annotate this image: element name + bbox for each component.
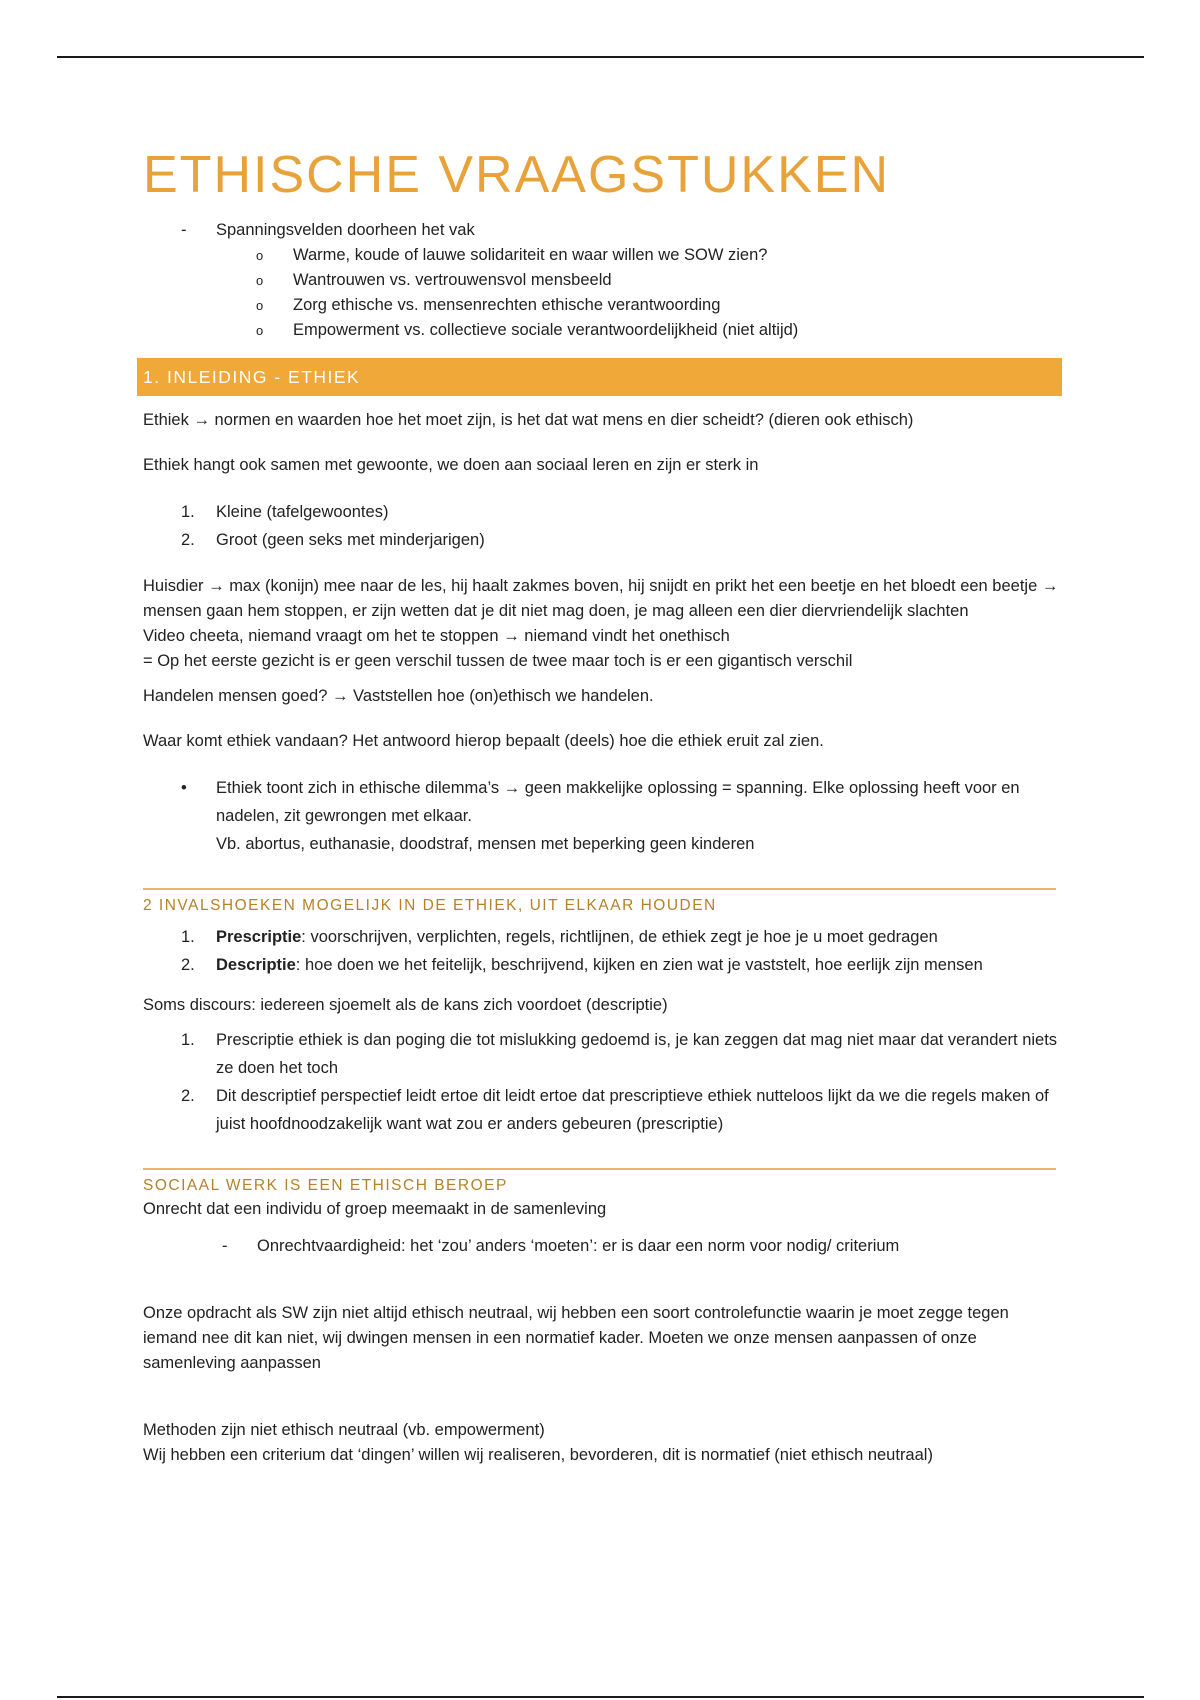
- paragraph: Handelen mensen goed? → Vaststellen hoe (on)ethisch we handelen.: [143, 687, 654, 705]
- paragraph: Waar komt ethiek vandaan? Het antwoord hierop bepaalt (deels) hoe die ethiek eruit zal zien.: [143, 732, 824, 750]
- list-item: • Ethiek toont zich in ethische dilemma’s → geen makkelijke oplossing = spanning. Elke oplossing heeft voor en nadelen, zit gewrongen met elkaar. Vb. abortus, euthanasie, doodstraf, mensen met beperking geen kinderen: [143, 774, 1063, 858]
- list-item: 2. Dit descriptief perspectief leidt ertoe dit leidt ertoe dat prescriptieve ethiek nutteloos lijkt da we die regels maken of juist hoofdnoodzakelijk want wat zou er anders gebeuren (prescriptie): [181, 1087, 1049, 1133]
- bullet-list: [143, 774, 1063, 858]
- list-item: 1. Kleine (tafelgewoontes): [181, 503, 389, 521]
- paragraph: Ethiek hangt ook samen met gewoonte, we doen aan sociaal leren en zijn er sterk in: [143, 456, 759, 474]
- list-item: o Warme, koude of lauwe solidariteit en waar willen we SOW zien?: [143, 243, 1063, 268]
- list-item: o Wantrouwen vs. vertrouwensvol mensbeeld: [143, 268, 1063, 293]
- footer-rule: [57, 1696, 1144, 1698]
- list-item: 2. Groot (geen seks met minderjarigen): [181, 531, 485, 549]
- circle-marker: o: [256, 323, 264, 338]
- paragraph: Onrecht dat een individu of groep meemaakt in de samenleving: [143, 1200, 607, 1218]
- numbered-list: [143, 923, 1063, 979]
- list-item: o Zorg ethische vs. mensenrechten ethische verantwoording: [143, 293, 1063, 318]
- paragraph: Video cheeta, niemand vraagt om het te stoppen → niemand vindt het onethisch: [143, 627, 730, 645]
- intro-sublist: [143, 243, 1063, 343]
- dash-list: [143, 1234, 1063, 1259]
- document-title: ETHISCHE VRAAGSTUKKEN: [143, 146, 891, 204]
- header-rule: [57, 56, 1144, 58]
- paragraph: Soms discours: iedereen sjoemelt als de kans zich voordoet (descriptie): [143, 996, 668, 1014]
- paragraph: Onze opdracht als SW zijn niet altijd ethisch neutraal, wij hebben een soort controlefunctie waarin je moet zegge tegen iemand nee dit kan niet, wij dwingen mensen in een normatief kader. Moeten we onze mensen aanpassen of onze samenleving aanpassen: [143, 1304, 1009, 1372]
- list-item: 2. Descriptie: hoe doen we het feitelijk, beschrijvend, kijken en zien wat je vaststelt, hoe eerlijk zijn mensen: [181, 956, 983, 974]
- bullet-marker: •: [181, 779, 187, 797]
- circle-marker: o: [256, 248, 264, 263]
- paragraph: Methoden zijn niet ethisch neutraal (vb. empowerment): [143, 1421, 545, 1439]
- intro-list: [143, 218, 1063, 243]
- numbered-list: [143, 1026, 1063, 1138]
- paragraph: = Op het eerste gezicht is er geen verschil tussen de twee maar toch is er een gigantisch verschil: [143, 652, 853, 670]
- dash-marker: -: [181, 221, 187, 239]
- list-item: o Empowerment vs. collectieve sociale verantwoordelijkheid (niet altijd): [143, 318, 1063, 343]
- section-heading-invalshoeken: 2 INVALSHOEKEN MOGELIJK IN DE ETHIEK, UIT ELKAAR HOUDEN: [143, 888, 1056, 917]
- list-item: - Onrechtvaardigheid: het ‘zou’ anders ‘moeten’: er is daar een norm voor nodig/ criterium: [143, 1234, 1063, 1259]
- paragraph: Wij hebben een criterium dat ‘dingen’ willen wij realiseren, bevorderen, dit is normatief (niet ethisch neutraal): [143, 1446, 933, 1464]
- paragraph: Ethiek → normen en waarden hoe het moet zijn, is het dat wat mens en dier scheidt? (dieren ook ethisch): [143, 411, 914, 429]
- dash-marker: -: [222, 1237, 228, 1255]
- list-item: 1. Prescriptie: voorschrijven, verplichten, regels, richtlijnen, de ethiek zegt je hoe je u moet gedragen: [181, 928, 938, 946]
- list-item: [143, 218, 1063, 243]
- numbered-list: [143, 498, 1063, 554]
- section-heading-inleiding: 1. INLEIDING - ETHIEK: [137, 358, 1062, 396]
- list-item: 1. Prescriptie ethiek is dan poging die tot mislukking gedoemd is, je kan zeggen dat mag niet maar dat verandert niets ze doen het toch: [181, 1031, 1058, 1077]
- intro-text: Spanningsvelden doorheen het vak: [216, 221, 475, 239]
- section-heading-sociaal-werk: SOCIAAL WERK IS EEN ETHISCH BEROEP: [143, 1168, 1056, 1197]
- document-body: [143, 140, 1063, 1468]
- circle-marker: o: [256, 273, 264, 288]
- paragraph: Huisdier → max (konijn) mee naar de les, hij haalt zakmes boven, hij snijdt en prikt het een beetje en het bloedt een beetje → mensen gaan hem stoppen, er zijn wetten dat je dit niet mag doen, je mag alleen een dier diervriendelijk slachten: [143, 577, 1059, 620]
- circle-marker: o: [256, 298, 264, 313]
